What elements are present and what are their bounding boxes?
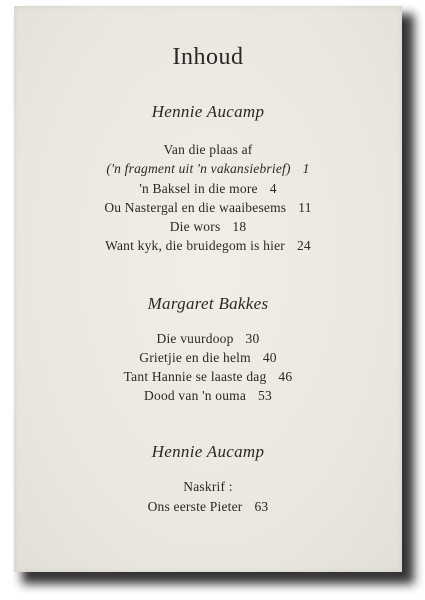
entry-page-number: 24 [296,238,311,253]
entry-page-number: 30 [245,331,260,346]
section-author: Hennie Aucamp [151,442,265,461]
entry-title: Grietjie en die helm [139,350,251,365]
toc-entry [14,161,402,177]
entry-page-number: 53 [258,388,272,403]
entry-title: ('n fragment uit 'n vakansiebrief) [106,161,291,176]
toc-entry [14,142,402,158]
entry-title: Die vuurdoop [156,331,234,346]
page-title: Inhoud [172,44,244,70]
entry-title: Tant Hannie se laaste dag [123,369,267,384]
toc-entry [14,219,402,235]
entry-page-number: 11 [298,200,312,215]
entry-title: Die wors [169,219,221,234]
toc-entry [14,350,402,366]
toc-entry [14,181,402,197]
entry-page-number: 1 [302,161,310,176]
toc-entry [14,479,402,495]
entry-title: Ons eerste Pieter [147,499,243,514]
entry-page-number: 46 [278,369,293,384]
entry-title: Ou Nastergal en die waaibesems [104,200,287,215]
toc-entry [14,331,402,347]
entry-title: Want kyk, die bruidegom is hier [105,238,285,253]
entry-page-number: 18 [232,219,247,234]
book-page [14,6,402,572]
toc-entry [14,369,402,385]
entry-title: 'n Baksel in die more [139,181,258,196]
entry-page-number: 4 [269,181,277,196]
toc-entry [14,499,402,515]
section-author: Margaret Bakkes [147,294,269,313]
entry-title: Van die plaas af [163,142,253,157]
entry-title: Naskrif : [183,479,233,494]
entry-page-number: 40 [262,350,277,365]
entry-page-number: 63 [254,499,269,514]
toc-entry [14,388,402,404]
toc-entry [14,200,402,216]
entry-title: Dood van 'n ouma [144,388,247,403]
section-author: Hennie Aucamp [151,102,265,121]
toc-entry [14,238,402,254]
